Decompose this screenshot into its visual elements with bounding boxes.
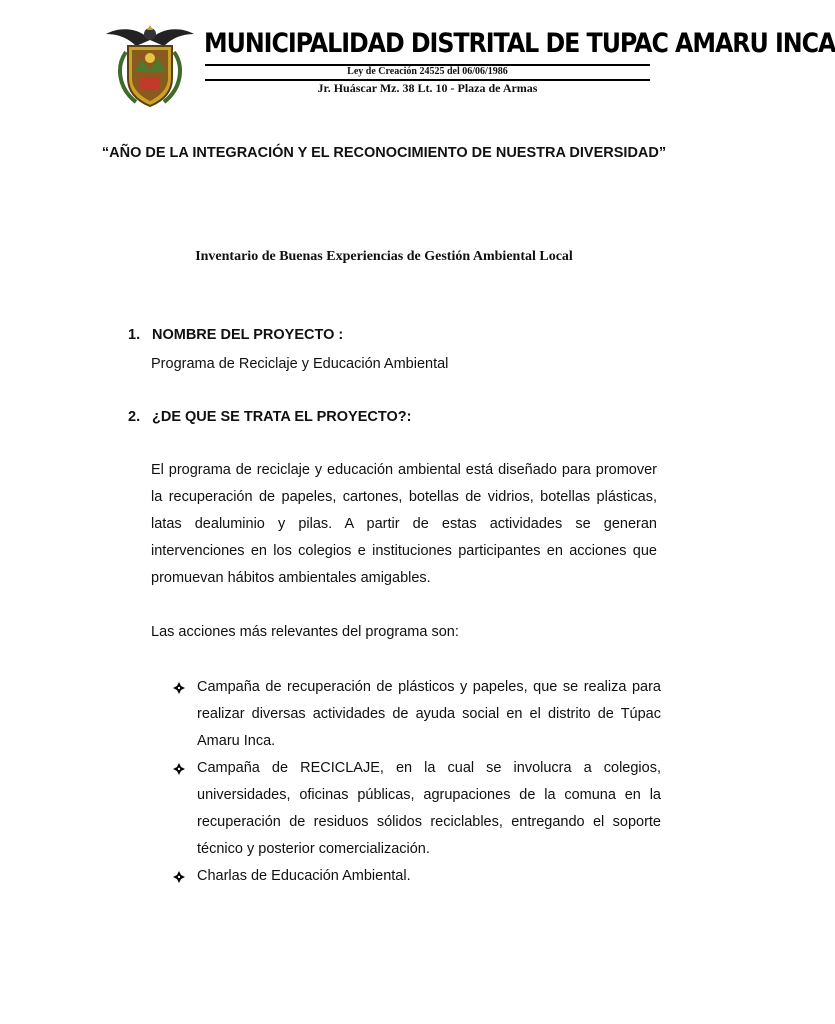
section-number: 2. <box>128 409 141 425</box>
project-name: Programa de Reciclaje y Educación Ambiental <box>151 356 449 372</box>
section-2-heading <box>128 409 411 425</box>
letterhead <box>0 0 835 110</box>
actions-intro: Las acciones más relevantes del programa son: <box>151 624 459 640</box>
creation-law: Ley de Creación 24525 del 06/06/1986 <box>347 66 508 77</box>
list-item-text: Charlas de Educación Ambiental. <box>197 868 411 884</box>
list-item <box>173 863 661 890</box>
diamond-bullet-icon <box>173 871 185 883</box>
section-number: 1. <box>128 327 141 343</box>
section-title: ¿DE QUE SE TRATA EL PROYECTO?: <box>152 409 412 425</box>
list-item <box>173 755 661 863</box>
list-item <box>173 674 661 755</box>
project-description: El programa de reciclaje y educación ambiental está diseñado para promover la recuperación de papeles, cartones, botellas de vidrios, botellas plásticas, latas dealuminio y pilas. A partir de estas actividades se generan intervenciones en los colegios e instituciones participantes en acciones que promuevan hábitos ambientales amigables. <box>151 462 657 586</box>
address: Jr. Huáscar Mz. 38 Lt. 10 - Plaza de Armas <box>317 81 538 95</box>
actions-list <box>173 674 661 890</box>
section-1-heading <box>128 327 343 343</box>
municipal-seal-icon <box>100 22 200 108</box>
year-motto: “AÑO DE LA INTEGRACIÓN Y EL RECONOCIMIENTO DE NUESTRA DIVERSIDAD” <box>101 145 667 161</box>
section-title: NOMBRE DEL PROYECTO : <box>152 327 344 343</box>
diamond-bullet-icon <box>173 763 185 775</box>
diamond-bullet-icon <box>173 682 185 694</box>
document-title: Inventario de Buenas Experiencias de Gestión Ambiental Local <box>195 249 573 264</box>
list-item-text: Campaña de recuperación de plásticos y papeles, que se realiza para realizar diversas actividades de ayuda social en el distrito de Túpac Amaru Inca. <box>197 679 661 749</box>
municipality-name: MUNICIPALIDAD DISTRITAL DE TUPAC AMARU INCA <box>204 28 835 59</box>
list-item-text: Campaña de RECICLAJE, en la cual se involucra a colegios, universidades, oficinas públicas, agrupaciones de la comuna en la recuperación de residuos sólidos reciclables, entregando el soporte técnico y posterior comercialización. <box>197 760 661 857</box>
